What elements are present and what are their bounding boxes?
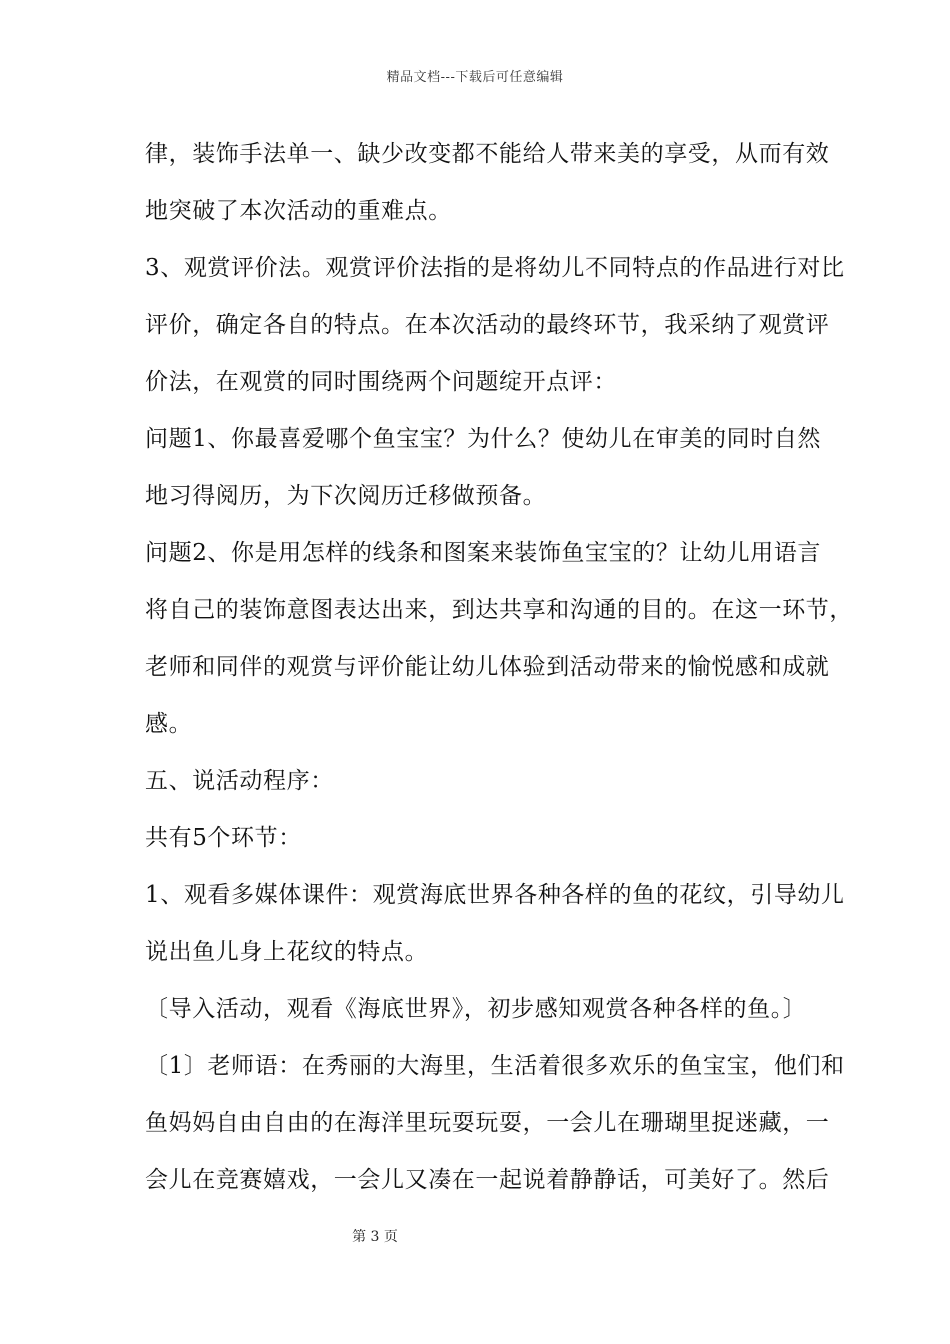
- text-line: 共有5个环节：: [145, 825, 302, 851]
- text-line: 将自己的装饰意图表达出来，到达共享和沟通的目的。在这一环节，: [145, 597, 853, 623]
- text-line: 五、说活动程序：: [145, 768, 334, 794]
- text-line: 价法，在观赏的同时围绕两个问题绽开点评：: [145, 369, 617, 395]
- document-body: [145, 134, 853, 1217]
- text-line: 〔1〕老师语：在秀丽的大海里，生活着很多欢乐的鱼宝宝，他们和: [145, 1053, 845, 1079]
- page-number: 第 3 页: [352, 1229, 398, 1245]
- text-line: 3、观赏评价法。观赏评价法指的是将幼儿不同特点的作品进行对比: [145, 255, 845, 281]
- text-line: 感。: [145, 711, 193, 737]
- text-line: 会儿在竞赛嬉戏，一会儿又凑在一起说着静静话，可美好了。然后: [145, 1167, 830, 1193]
- text-line: 问题1、你最喜爱哪个鱼宝宝？为什么？使幼儿在审美的同时自然: [145, 426, 822, 452]
- text-line: 1、观看多媒体课件：观赏海底世界各种各样的鱼的花纹，引导幼儿: [145, 882, 845, 908]
- text-line: 评价，确定各自的特点。在本次活动的最终环节，我采纳了观赏评: [145, 312, 830, 338]
- text-line: 律，装饰手法单一、缺少改变都不能给人带来美的享受，从而有效: [145, 141, 830, 167]
- text-line: 地习得阅历，为下次阅历迁移做预备。: [145, 483, 547, 509]
- text-line: 地突破了本次活动的重难点。: [145, 198, 452, 224]
- text-line: 问题2、你是用怎样的线条和图案来装饰鱼宝宝的？让幼儿用语言: [145, 540, 822, 566]
- text-line: 〔导入活动，观看《海底世界》，初步感知观赏各种各样的鱼。〕: [145, 996, 807, 1022]
- page-header: 精品文档---下载后可任意编辑: [386, 70, 564, 85]
- text-line: 说出鱼儿身上花纹的特点。: [145, 939, 429, 965]
- text-line: 鱼妈妈自由自由的在海洋里玩耍玩耍，一会儿在珊瑚里捉迷藏，一: [145, 1110, 830, 1136]
- text-line: 老师和同伴的观赏与评价能让幼儿体验到活动带来的愉悦感和成就: [145, 654, 830, 680]
